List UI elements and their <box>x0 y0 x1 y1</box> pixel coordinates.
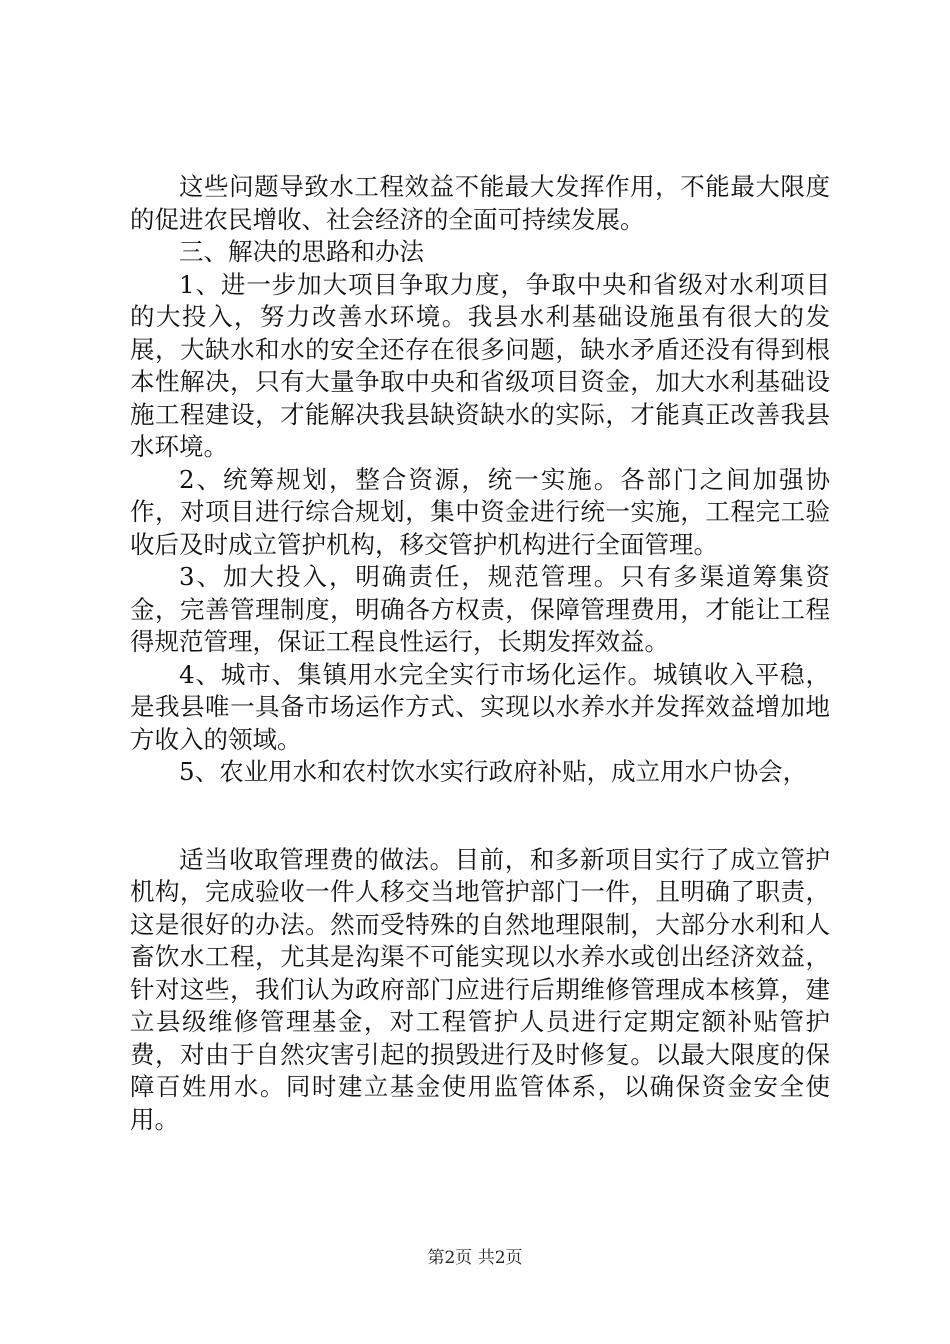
paragraph-item-5: 5、农业用水和农村饮水实行政府补贴，成立用水户协会， <box>179 757 808 786</box>
page-number-footer: 第2页 共2页 <box>427 1248 523 1268</box>
paragraph-summary: 这些问题导致水工程效益不能最大发挥作用，不能最大限度的促进农民增收、社会经济的全面可持续发展。 <box>130 172 830 234</box>
document-body <box>130 171 830 1136</box>
paragraph-continuation: 适当收取管理费的做法。目前，和多新项目实行了成立管护机构，完成验收一件人移交当地管护部门一件，且明确了职责，这是很好的办法。然而受特殊的自然地理限制，大部分水利和人畜饮水工程，尤其是沟渠不可能实现以水养水或创出经济效益，针对这些，我们认为政府部门应进行后期维修管理成本核算，建立县级维修管理基金，对工程管护人员进行定期定额补贴管护费，对由于自然灾害引起的损毁进行及时修复。以最大限度的保障百姓用水。同时建立基金使用监管体系，以确保资金安全使用。 <box>130 844 830 1134</box>
paragraph-item-4: 4、城市、集镇用水完全实行市场化运作。城镇收入平稳，是我县唯一具备市场运作方式、实现以水养水并发挥效益增加地方收入的领域。 <box>130 659 830 754</box>
section-heading: 三、解决的思路和办法 <box>179 237 424 266</box>
paragraph-item-1: 1、进一步加大项目争取力度，争取中央和省级对水利项目的大投入，努力改善水环境。我县水利基础设施虽有很大的发展，大缺水和水的安全还存在很多问题，缺水矛盾还没有得到根本性解决，只有大量争取中央和省级项目资金，加大水利基础设施工程建设，才能解决我县缺资缺水的实际，才能真正改善我县水环境。 <box>130 269 830 461</box>
paragraph-item-2: 2、统筹规划，整合资源，统一实施。各部门之间加强协作，对项目进行综合规划，集中资金进行统一实施，工程完工验收后及时成立管护机构，移交管护机构进行全面管理。 <box>130 464 830 559</box>
paragraph-item-3: 3、加大投入，明确责任，规范管理。只有多渠道筹集资金，完善管理制度，明确各方权责，保障管理费用，才能让工程得规范管理，保证工程良性运行，长期发挥效益。 <box>130 562 830 656</box>
paragraph-gap <box>130 789 830 844</box>
